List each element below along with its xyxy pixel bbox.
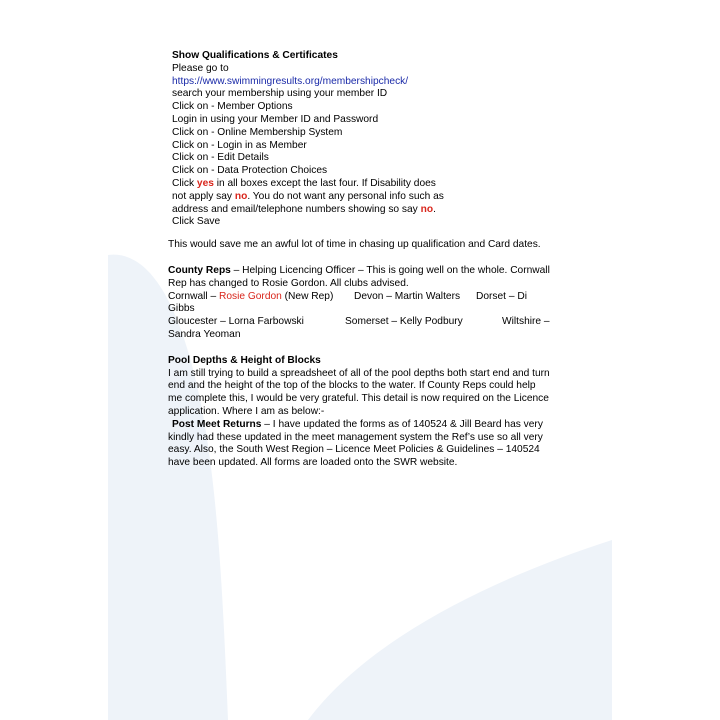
devon-rep: Devon – Martin Walters (354, 290, 461, 302)
dorset-rep-continued: Gibbs (168, 303, 195, 315)
post-meet-returns-text: easy. Also, the South West Region – Licence Meet Policies & Guidelines – 140524 (168, 444, 540, 456)
step-line: Click on - Login in as Member (172, 139, 307, 151)
pool-depths-heading: Pool Depths & Height of Blocks (168, 354, 321, 366)
document-page (108, 0, 612, 720)
county-reps-text: – Helping Licencing Officer – This is going well on the whole. Cornwall (230, 264, 550, 276)
pool-depths-text: I am still trying to build a spreadsheet of all of the pool depths both start end and turn (168, 367, 550, 379)
pool-depths-text: application. Where I am as below:- (168, 405, 325, 417)
cornwall-rep (168, 291, 333, 304)
dorset-rep: Dorset – Di (476, 290, 527, 302)
yes-highlight: yes (196, 177, 214, 189)
county-reps-line-2: Rep has changed to Rosie Gordon. All clubs advised. (168, 277, 409, 289)
cornwall-pre: Cornwall – (168, 290, 219, 302)
cornwall-post: (New Rep) (281, 290, 334, 302)
time-note: This would save me an awful lot of time in chasing up qualification and Card dates. (168, 239, 541, 251)
not-apply-pre-text: not apply say (172, 190, 235, 202)
step-line: Click on - Data Protection Choices (172, 165, 328, 177)
step-line: search your membership using your member ID (172, 88, 388, 100)
gloucester-rep: Gloucester – Lorna Farbowski (168, 316, 304, 328)
qualifications-heading: Show Qualifications & Certificates (172, 50, 338, 61)
pool-depths-text: end and the height of the top of the blocks to the water. If County Reps could help (168, 380, 536, 392)
no-highlight: no (420, 203, 434, 215)
post-meet-returns-text: kindly had these updated in the meet management system the Ref’s use so all very (168, 431, 543, 443)
address-pre-text: address and email/telephone numbers showing so say (172, 203, 421, 215)
step-line: Login in using your Member ID and Password (172, 113, 379, 125)
no-highlight: no (234, 190, 248, 202)
wiltshire-rep-continued: Sandra Yeoman (168, 328, 241, 340)
please-go-text: Please go to (172, 62, 229, 74)
membership-check-link[interactable]: https://www.swimmingresults.org/membershipcheck/ (172, 75, 409, 87)
county-reps-line-1 (168, 265, 568, 278)
post-meet-returns-heading: Post Meet Returns (172, 418, 262, 430)
post-meet-returns-text: have been updated. All forms are loaded onto the SWR website. (168, 457, 458, 469)
county-reps-row-1 (168, 291, 568, 304)
click-save-text: Click Save (172, 216, 221, 228)
address-line (168, 204, 568, 217)
county-reps-row-2 (168, 316, 568, 329)
post-meet-returns-line-1 (168, 419, 568, 432)
county-reps-heading: County Reps (168, 264, 231, 276)
click-pre-text: Click (172, 177, 197, 189)
click-post-text: in all boxes except the last four. If Disability does (213, 177, 436, 189)
not-apply-post-text: . You do not want any personal info such as (247, 190, 444, 202)
step-line: Click on - Member Options (172, 101, 293, 113)
somerset-rep: Somerset – Kelly Podbury (345, 316, 463, 328)
wiltshire-rep: Wiltshire – (502, 316, 550, 328)
document-body (168, 50, 568, 470)
address-post-text: . (433, 203, 436, 215)
click-yes-line (168, 178, 568, 191)
not-apply-line (168, 191, 568, 204)
step-line: Click on - Online Membership System (172, 126, 343, 138)
cornwall-rep-name: Rosie Gordon (218, 290, 282, 302)
step-line: Click on - Edit Details (172, 152, 269, 164)
post-meet-returns-text: – I have updated the forms as of 140524 & Jill Beard has very (261, 418, 543, 430)
pool-depths-text: me complete this, I would be very grateful. This detail is now required on the Licence (168, 393, 549, 405)
